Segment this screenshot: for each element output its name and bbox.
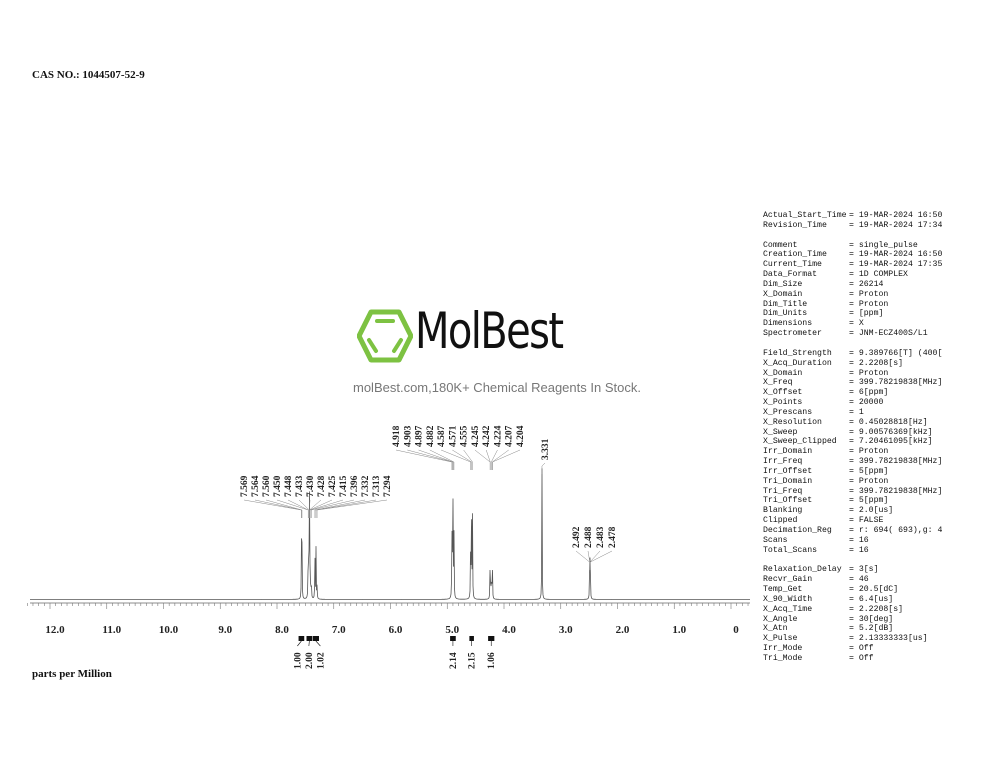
param-row [763, 290, 943, 300]
param-key: Scans [763, 535, 788, 545]
param-value: = 399.78219838[MHz] [849, 378, 943, 388]
peak-label: 2.483 [596, 526, 606, 548]
param-value: = Proton [849, 368, 889, 378]
param-key: X_Prescans [763, 407, 813, 417]
x-tick-label: 7.0 [331, 624, 346, 636]
param-value: = X [849, 319, 864, 329]
x-tick-label: 6.0 [388, 624, 403, 636]
param-row [763, 477, 943, 487]
param-row [763, 516, 943, 526]
peak-label: 3.331 [541, 438, 551, 460]
param-key: Irr_Domain [763, 447, 813, 457]
param-row [763, 241, 943, 251]
param-key: Dimensions [763, 319, 813, 329]
param-row [763, 319, 943, 329]
integral-bar [313, 636, 319, 641]
peak-label: 7.450 [273, 475, 283, 497]
peak-leader-line [590, 551, 612, 570]
param-value: = 2.2208[s] [849, 604, 904, 614]
param-key: Comment [763, 240, 798, 250]
param-value: = Proton [849, 447, 889, 457]
param-row [763, 605, 943, 615]
param-value: = 399.78219838[MHz] [849, 457, 943, 467]
param-value: = 5[ppm] [849, 496, 889, 506]
param-row [763, 447, 943, 457]
param-key: Spectrometer [763, 329, 822, 339]
peak-label: 7.433 [295, 475, 305, 497]
param-row [763, 536, 943, 546]
peak-label: 4.882 [425, 425, 436, 447]
peak-label: 4.555 [459, 425, 470, 447]
integral-bar [469, 636, 474, 641]
param-key: X_Pulse [763, 634, 798, 644]
peak-label: 4.204 [516, 425, 526, 447]
peak-label: 7.448 [284, 475, 294, 497]
param-row [763, 378, 943, 388]
param-key: X_Atn [763, 624, 788, 634]
param-value: = 46 [849, 575, 869, 585]
param-key: X_Acq_Time [763, 604, 813, 614]
peak-label: 4.207 [504, 425, 515, 447]
param-value: = 3[s] [849, 565, 879, 575]
peak-leader-line [492, 450, 520, 470]
param-row [763, 398, 943, 408]
param-row [763, 300, 943, 310]
integral-bar [299, 636, 305, 641]
param-row [763, 644, 943, 654]
x-tick-label: 2.0 [615, 624, 630, 636]
param-key: X_Domain [763, 368, 803, 378]
param-row [763, 388, 943, 398]
param-value: = 9.389766[T] (400[ [849, 348, 943, 358]
param-value: = Off [849, 653, 874, 663]
param-row [763, 546, 943, 556]
param-row [763, 329, 943, 339]
integral-tick [297, 641, 301, 646]
param-value: = 30[deg] [849, 614, 894, 624]
param-key: Dim_Title [763, 299, 808, 309]
param-row [763, 250, 943, 260]
peak-label: 4.587 [437, 425, 448, 447]
param-value: = 0.45028818[Hz] [849, 417, 928, 427]
peak-label: 4.571 [448, 425, 459, 447]
cas-number: CAS NO.: 1044507-52-9 [32, 69, 145, 81]
peak-label: 2.478 [608, 526, 618, 548]
param-key: Temp_Get [763, 585, 803, 595]
param-key: X_Points [763, 398, 803, 408]
integral-value: 2.15 [467, 652, 478, 669]
x-tick-label: 1.0 [672, 624, 687, 636]
param-value: = 7.20461095[kHz] [849, 437, 933, 447]
param-row [763, 487, 943, 497]
x-tick-label: 10.0 [158, 624, 179, 636]
param-key: Tri_Mode [763, 653, 803, 663]
param-key: X_Acq_Duration [763, 358, 832, 368]
param-row [763, 309, 943, 319]
param-key: X_Angle [763, 614, 798, 624]
param-value: = Proton [849, 289, 889, 299]
param-value: = JNM-ECZ400S/L1 [849, 329, 928, 339]
integral-value: 2.14 [448, 652, 459, 669]
param-value: = Proton [849, 476, 889, 486]
param-key: X_Domain [763, 289, 803, 299]
param-key: X_Offset [763, 388, 803, 398]
peak-label: 7.415 [339, 475, 349, 497]
peak-label: 7.313 [372, 475, 382, 497]
integral-bar [307, 636, 313, 641]
peak-label: 2.488 [584, 526, 594, 548]
integral-value: 2.00 [304, 652, 315, 669]
param-row [763, 369, 943, 379]
param-row [763, 418, 943, 428]
param-row [763, 211, 943, 221]
peak-label: 7.425 [328, 475, 338, 497]
param-row [763, 457, 943, 467]
param-row [763, 349, 943, 359]
param-row [763, 654, 943, 664]
x-tick-label: 8.0 [275, 624, 289, 636]
param-key: Recvr_Gain [763, 575, 813, 585]
param-key: X_Resolution [763, 417, 822, 427]
peak-leader-line [590, 551, 600, 570]
param-key: Tri_Freq [763, 486, 803, 496]
param-key: Irr_Freq [763, 457, 803, 467]
param-value: = 19-MAR-2024 17:34 [849, 220, 943, 230]
x-tick-label: 0 [733, 624, 739, 636]
peak-leader-line [576, 551, 590, 570]
integral-bar [450, 636, 456, 641]
param-value: = 5[ppm] [849, 466, 889, 476]
peak-label: 4.903 [403, 425, 414, 447]
peak-label: 4.897 [414, 425, 425, 447]
integral-bar [488, 636, 494, 641]
param-value: = single_pulse [849, 240, 918, 250]
peak-label: 4.224 [493, 425, 504, 447]
integral-value: 1.00 [293, 652, 304, 669]
param-value: = 2.0[us] [849, 506, 894, 516]
param-row [763, 260, 943, 270]
param-key: Clipped [763, 516, 798, 526]
param-key: Field_Strength [763, 348, 832, 358]
param-value: = 2.2208[s] [849, 358, 904, 368]
x-tick-label: 11.0 [102, 624, 122, 636]
peak-leader-line [299, 500, 309, 518]
param-key: X_90_Width [763, 594, 813, 604]
param-value: = 16 [849, 535, 869, 545]
param-value: = 19-MAR-2024 16:50 [849, 211, 943, 220]
param-key: Dim_Size [763, 279, 803, 289]
x-axis-label: parts per Million [32, 668, 112, 680]
peak-label: 4.242 [482, 425, 493, 447]
param-value: = 26214 [849, 279, 884, 289]
param-key: Tri_Domain [763, 476, 813, 486]
param-value: = [ppm] [849, 309, 884, 319]
param-key: Dim_Units [763, 309, 808, 319]
param-row [763, 526, 943, 536]
peak-leader-line [244, 500, 301, 518]
param-row [763, 408, 943, 418]
param-key: Actual_Start_Time [763, 211, 847, 220]
param-key: Current_Time [763, 260, 822, 270]
param-row [763, 270, 943, 280]
x-tick-label: 4.0 [502, 624, 516, 636]
param-key: Irr_Mode [763, 644, 803, 654]
param-key: Irr_Offset [763, 466, 813, 476]
param-row [763, 221, 943, 231]
param-value: = 19-MAR-2024 17:35 [849, 260, 943, 270]
param-row [763, 585, 943, 595]
param-key: X_Sweep [763, 427, 798, 437]
peak-leader-line [475, 450, 490, 470]
param-row [763, 280, 943, 290]
param-key: Data_Format [763, 270, 818, 280]
x-tick-label: 9.0 [218, 624, 233, 636]
param-row [763, 615, 943, 625]
param-value: = 5.2[dB] [849, 624, 894, 634]
x-tick-label: 12.0 [45, 624, 65, 636]
brand-name: MolBest [415, 302, 563, 360]
param-value: = Proton [849, 299, 889, 309]
peak-leader-line [407, 450, 452, 470]
param-row [763, 467, 943, 477]
peak-label: 7.332 [361, 475, 371, 497]
peak-leader-line [492, 450, 508, 470]
param-key: X_Freq [763, 378, 793, 388]
param-value: = 6[ppm] [849, 388, 889, 398]
peak-leader-line [542, 463, 545, 474]
integral-value: 1.06 [487, 652, 498, 669]
tagline: molBest.com,180K+ Chemical Reagents In Stock. [353, 380, 641, 395]
param-row [763, 565, 943, 575]
peak-label: 4.918 [392, 425, 402, 447]
param-row [763, 575, 943, 585]
param-key: X_Sweep_Clipped [763, 437, 837, 447]
param-row [763, 506, 943, 516]
peak-label: 7.428 [317, 475, 327, 497]
peak-leader-line [452, 450, 471, 470]
param-value: = 1D COMPLEX [849, 270, 908, 280]
integral-value: 1.02 [316, 652, 327, 669]
param-value: = Off [849, 644, 874, 654]
peak-label: 2.492 [572, 526, 582, 548]
peak-label: 7.564 [251, 475, 261, 497]
param-key: Relaxation_Delay [763, 565, 842, 575]
param-value: = 399.78219838[MHz] [849, 486, 943, 496]
peak-leader-line [486, 450, 490, 470]
param-row [763, 624, 943, 634]
x-tick-label: 3.0 [558, 624, 573, 636]
param-key: Creation_Time [763, 250, 827, 260]
peak-leader-line [277, 500, 308, 518]
param-value: = 20.5[dC] [849, 585, 899, 595]
param-row [763, 595, 943, 605]
param-value: = 20000 [849, 398, 884, 408]
peak-label: 4.245 [470, 425, 481, 447]
x-tick-label: 5.0 [445, 624, 460, 636]
acquisition-parameters [763, 211, 943, 664]
param-value: = 1 [849, 407, 864, 417]
param-value: = 2.13333333[us] [849, 634, 928, 644]
peak-label: 7.294 [383, 475, 393, 497]
param-value: = 9.00576369[kHz] [849, 427, 933, 437]
param-value: = r: 694( 693),g: 4 [849, 526, 943, 535]
param-value: = 19-MAR-2024 16:50 [849, 250, 943, 260]
peak-label: 7.430 [306, 475, 316, 497]
param-key: Total_Scans [763, 545, 818, 555]
param-value: = FALSE [849, 516, 884, 526]
param-key: Decimation_Reg [763, 526, 832, 535]
param-row [763, 496, 943, 506]
peak-leader-line [396, 450, 452, 470]
param-row [763, 634, 943, 644]
integral-tick [316, 641, 321, 646]
param-row [763, 437, 943, 447]
param-key: Tri_Offset [763, 496, 813, 506]
peak-label: 7.560 [262, 475, 272, 497]
param-key: Revision_Time [763, 220, 827, 230]
param-value: = 16 [849, 545, 869, 555]
param-value: = 6.4[us] [849, 594, 894, 604]
peak-label: 7.569 [240, 475, 250, 497]
param-row [763, 428, 943, 438]
peak-label: 7.396 [350, 475, 360, 497]
param-key: Blanking [763, 506, 803, 516]
param-row [763, 359, 943, 369]
